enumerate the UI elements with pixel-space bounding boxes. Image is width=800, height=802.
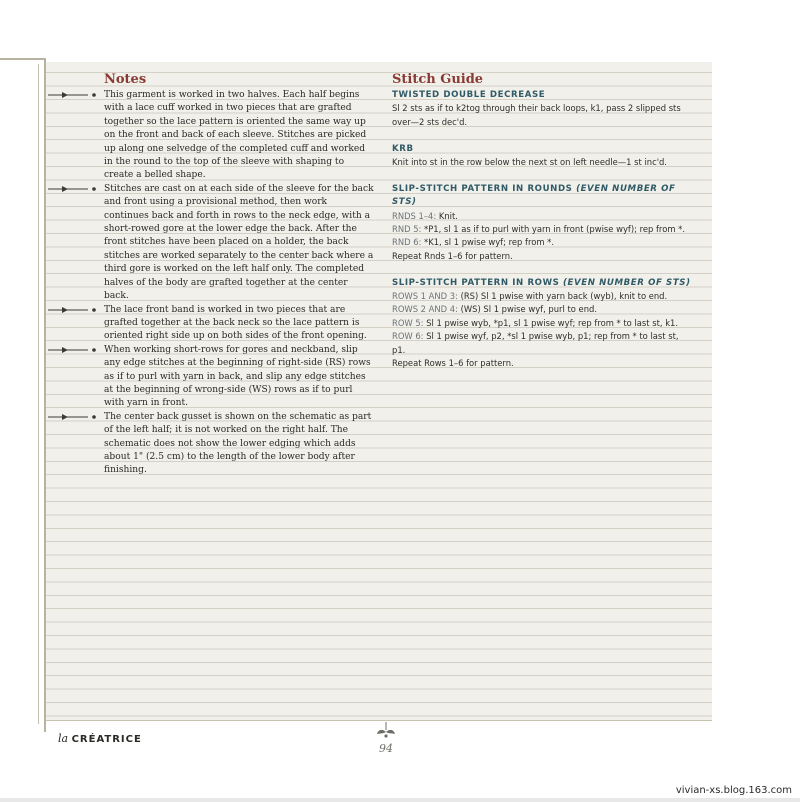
slip-stitch-rounds-heading: SLIP-STITCH PATTERN IN ROUNDS (EVEN NUMBER OF STS)	[392, 183, 676, 208]
fleuron-ornament-icon	[372, 722, 400, 742]
slip-stitch-rows-heading: SLIP-STITCH PATTERN IN ROWS (EVEN NUMBER OF STS)	[392, 277, 691, 288]
bullet-arrow-icon	[48, 412, 98, 422]
rows-line: ROWS 1 AND 3: (RS) Sl 1 pwise with yarn back (wyb), knit to end.	[392, 291, 668, 302]
brand-title: la CRÉATRICE	[58, 732, 142, 745]
frame-inner-rule	[38, 64, 42, 724]
rows-line: ROWS 2 AND 4: (WS) Sl 1 pwise wyf, purl to end.	[392, 304, 597, 315]
stitch-guide-title: Stitch Guide	[392, 72, 484, 87]
bullet-arrow-icon	[48, 90, 98, 100]
bottom-strip	[0, 798, 800, 802]
note-paragraph: Stitches are cast on at each side of the sleeve for the back and front using a provisional method, then work continues back and forth in rows to the neck edge, with a short-rowed gore at the lower edge the back. After the front stitches have been placed on a holder, the back stitches are worked separately to the center back where a third gore is worked on the left half only. The completed halves of the body are grafted together at the center back.	[104, 183, 374, 304]
notes-title: Notes	[104, 72, 147, 87]
bullet-arrow-icon	[48, 305, 98, 315]
bullet-arrow-icon	[48, 184, 98, 194]
rounds-line: RND 6: *K1, sl 1 pwise wyf; rep from *.	[392, 237, 555, 248]
notes-column	[104, 72, 374, 478]
twisted-double-decrease-heading: TWISTED DOUBLE DECREASE	[392, 90, 546, 100]
rows-line: ROW 5: Sl 1 pwise wyb, *p1, sl 1 pwise wyf; rep from * to last st, k1.	[392, 317, 679, 328]
krb-text: Knit into st in the row below the next st on left needle—1 st inc'd.	[392, 157, 667, 168]
twisted-double-decrease-text: Sl 2 sts as if to k2tog through their back loops, k1, pass 2 slipped sts over—2 sts dec'd.	[392, 103, 681, 127]
page-number: 94	[379, 742, 393, 755]
rounds-line: RND 5: *P1, sl 1 as if to purl with yarn in front (pwise wyf); rep from *.	[392, 224, 685, 235]
rows-line: ROW 6: Sl 1 pwise wyf, p2, *sl 1 pwise wyb, p1; rep from * to last st, p1.	[392, 331, 679, 355]
rounds-repeat: Repeat Rnds 1–6 for pattern.	[392, 250, 513, 261]
note-paragraph: The center back gusset is shown on the schematic as part of the left half; it is not worked on the right half. The schematic does not show the lower edging which adds about 1" (2.5 cm) to the length of the lower body after finishing.	[104, 411, 374, 478]
note-paragraph: The lace front band is worked in two pieces that are grafted together at the back neck so the lace pattern is oriented right side up on both sides of the front opening.	[104, 304, 374, 344]
stitch-guide-column	[392, 72, 692, 370]
rounds-line: RNDS 1–4: Knit.	[392, 210, 458, 221]
krb-heading: KRB	[392, 143, 414, 154]
rows-repeat: Repeat Rows 1–6 for pattern.	[392, 358, 514, 369]
note-paragraph: This garment is worked in two halves. Each half begins with a lace cuff worked in two pieces that are grafted together so the lace pattern is oriented the same way up on the front and back of each sleeve. Stitches are picked up along one selvedge of the completed cuff and worked in the round to the top of the sleeve with shaping to create a belled shape.	[104, 89, 374, 183]
note-paragraph: When working short-rows for gores and neckband, slip any edge stitches at the beginning of right-side (RS) rows as if to purl with yarn in back, and slip any edge stitches at the beginning of wrong-side (WS) rows as if to purl with yarn in front.	[104, 344, 374, 411]
bullet-arrow-icon	[48, 345, 98, 355]
watermark: vivian-xs.blog.163.com	[675, 785, 792, 796]
footer-divider	[46, 720, 712, 721]
